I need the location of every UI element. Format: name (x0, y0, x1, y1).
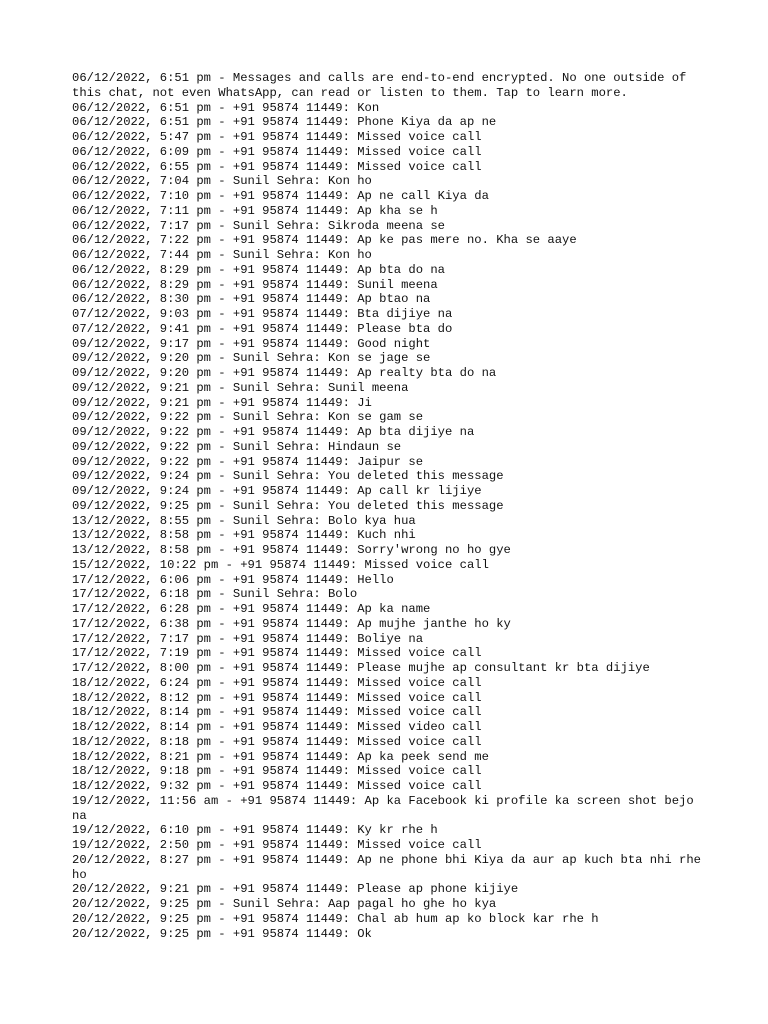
log-line: 17/12/2022, 8:00 pm - +91 95874 11449: Please mujhe ap consultant kr bta dijiye (72, 661, 650, 675)
log-line: 19/12/2022, 11:56 am - +91 95874 11449: Ap ka Facebook ki profile ka screen shot bejo na (72, 793, 701, 823)
log-line: 19/12/2022, 6:10 pm - +91 95874 11449: Ky kr rhe h (72, 823, 438, 838)
log-line: 18/12/2022, 9:32 pm - +91 95874 11449: Missed voice call (72, 779, 482, 793)
log-line: 06/12/2022, 6:51 pm - +91 95874 11449: Phone Kiya da ap ne (72, 115, 497, 130)
log-line: 06/12/2022, 7:17 pm - Sunil Sehra: Sikroda meena se (72, 218, 445, 233)
log-line: 17/12/2022, 6:38 pm - +91 95874 11449: Ap mujhe janthe ho ky (72, 616, 511, 631)
chat-export-document (72, 71, 709, 941)
log-line: 06/12/2022, 8:29 pm - +91 95874 11449: Sunil meena (72, 277, 438, 292)
log-line: 06/12/2022, 7:10 pm - +91 95874 11449: Ap ne call Kiya da (72, 189, 489, 203)
log-line: 13/12/2022, 8:58 pm - +91 95874 11449: Kuch nhi (72, 528, 416, 543)
log-line: 09/12/2022, 9:21 pm - +91 95874 11449: Ji (72, 395, 372, 410)
log-line: 17/12/2022, 7:19 pm - +91 95874 11449: Missed voice call (72, 646, 482, 661)
log-line: 09/12/2022, 9:25 pm - Sunil Sehra: You deleted this message (72, 498, 504, 513)
log-line: 17/12/2022, 6:18 pm - Sunil Sehra: Bolo (72, 587, 358, 602)
log-line: 09/12/2022, 9:20 pm - +91 95874 11449: Ap realty bta do na (72, 366, 497, 380)
log-line: 18/12/2022, 8:14 pm - +91 95874 11449: Missed video call (72, 720, 482, 734)
log-line: 06/12/2022, 7:22 pm - +91 95874 11449: Ap ke pas mere no. Kha se aaye (72, 233, 577, 248)
log-line: 06/12/2022, 5:47 pm - +91 95874 11449: Missed voice call (72, 130, 482, 144)
log-line: 09/12/2022, 9:21 pm - Sunil Sehra: Sunil meena (72, 380, 409, 395)
log-line: 20/12/2022, 9:25 pm - Sunil Sehra: Aap pagal ho ghe ho kya (72, 897, 497, 911)
log-line: 09/12/2022, 9:20 pm - Sunil Sehra: Kon se jage se (72, 351, 431, 366)
log-line: 18/12/2022, 8:14 pm - +91 95874 11449: Missed voice call (72, 705, 482, 720)
log-line: 18/12/2022, 6:24 pm - +91 95874 11449: Missed voice call (72, 675, 482, 690)
log-line: 18/12/2022, 9:18 pm - +91 95874 11449: Missed voice call (72, 764, 482, 779)
log-line: 18/12/2022, 8:21 pm - +91 95874 11449: Ap ka peek send me (72, 749, 489, 764)
log-line: 07/12/2022, 9:41 pm - +91 95874 11449: Please bta do (72, 321, 453, 336)
log-line: 18/12/2022, 8:18 pm - +91 95874 11449: Missed voice call (72, 734, 482, 749)
log-line: 17/12/2022, 7:17 pm - +91 95874 11449: Boliye na (72, 631, 424, 646)
log-line: 18/12/2022, 8:12 pm - +91 95874 11449: Missed voice call (72, 690, 482, 705)
log-line: 17/12/2022, 6:28 pm - +91 95874 11449: Ap ka name (72, 602, 431, 616)
log-line: 06/12/2022, 8:29 pm - +91 95874 11449: Ap bta do na (72, 262, 445, 277)
log-line: 20/12/2022, 9:25 pm - +91 95874 11449: Ok (72, 926, 372, 941)
log-line: 09/12/2022, 9:22 pm - +91 95874 11449: Ap bta dijiye na (72, 425, 475, 439)
log-line: 09/12/2022, 9:22 pm - Sunil Sehra: Hindaun se (72, 439, 402, 454)
log-line: 20/12/2022, 8:27 pm - +91 95874 11449: Ap ne phone bhi Kiya da aur ap kuch bta nhi rhe ho (72, 852, 709, 882)
log-line: 20/12/2022, 9:21 pm - +91 95874 11449: Please ap phone kijiye (72, 882, 519, 897)
log-line: 09/12/2022, 9:17 pm - +91 95874 11449: Good night (72, 336, 431, 351)
log-line: 09/12/2022, 9:22 pm - +91 95874 11449: Jaipur se (72, 454, 424, 469)
log-line: 09/12/2022, 9:22 pm - Sunil Sehra: Kon se gam se (72, 410, 424, 425)
log-line: 19/12/2022, 2:50 pm - +91 95874 11449: Missed voice call (72, 838, 482, 852)
log-line: 13/12/2022, 8:55 pm - Sunil Sehra: Bolo kya hua (72, 513, 416, 528)
log-line: 09/12/2022, 9:24 pm - +91 95874 11449: Ap call kr lijiye (72, 484, 482, 498)
log-line: 06/12/2022, 6:51 pm - Messages and calls are end-to-end encrypted. No one outside of this chat, not even WhatsApp, can read or listen to them. Tap to learn more. (72, 71, 694, 100)
message-log (72, 71, 709, 941)
log-line: 06/12/2022, 7:44 pm - Sunil Sehra: Kon ho (72, 248, 372, 262)
log-line: 06/12/2022, 6:55 pm - +91 95874 11449: Missed voice call (72, 159, 482, 174)
log-line: 06/12/2022, 6:51 pm - +91 95874 11449: Kon (72, 100, 380, 115)
log-line: 13/12/2022, 8:58 pm - +91 95874 11449: Sorry'wrong no ho gye (72, 543, 511, 557)
log-line: 17/12/2022, 6:06 pm - +91 95874 11449: Hello (72, 572, 394, 587)
log-line: 09/12/2022, 9:24 pm - Sunil Sehra: You deleted this message (72, 469, 504, 484)
log-line: 20/12/2022, 9:25 pm - +91 95874 11449: Chal ab hum ap ko block kar rhe h (72, 911, 599, 926)
log-line: 06/12/2022, 8:30 pm - +91 95874 11449: Ap btao na (72, 292, 431, 307)
log-line: 07/12/2022, 9:03 pm - +91 95874 11449: Bta dijiye na (72, 307, 453, 321)
log-line: 06/12/2022, 7:04 pm - Sunil Sehra: Kon ho (72, 174, 372, 189)
log-line: 06/12/2022, 7:11 pm - +91 95874 11449: Ap kha se h (72, 203, 438, 218)
log-line: 15/12/2022, 10:22 pm - +91 95874 11449: Missed voice call (72, 557, 489, 572)
log-line: 06/12/2022, 6:09 pm - +91 95874 11449: Missed voice call (72, 144, 482, 159)
